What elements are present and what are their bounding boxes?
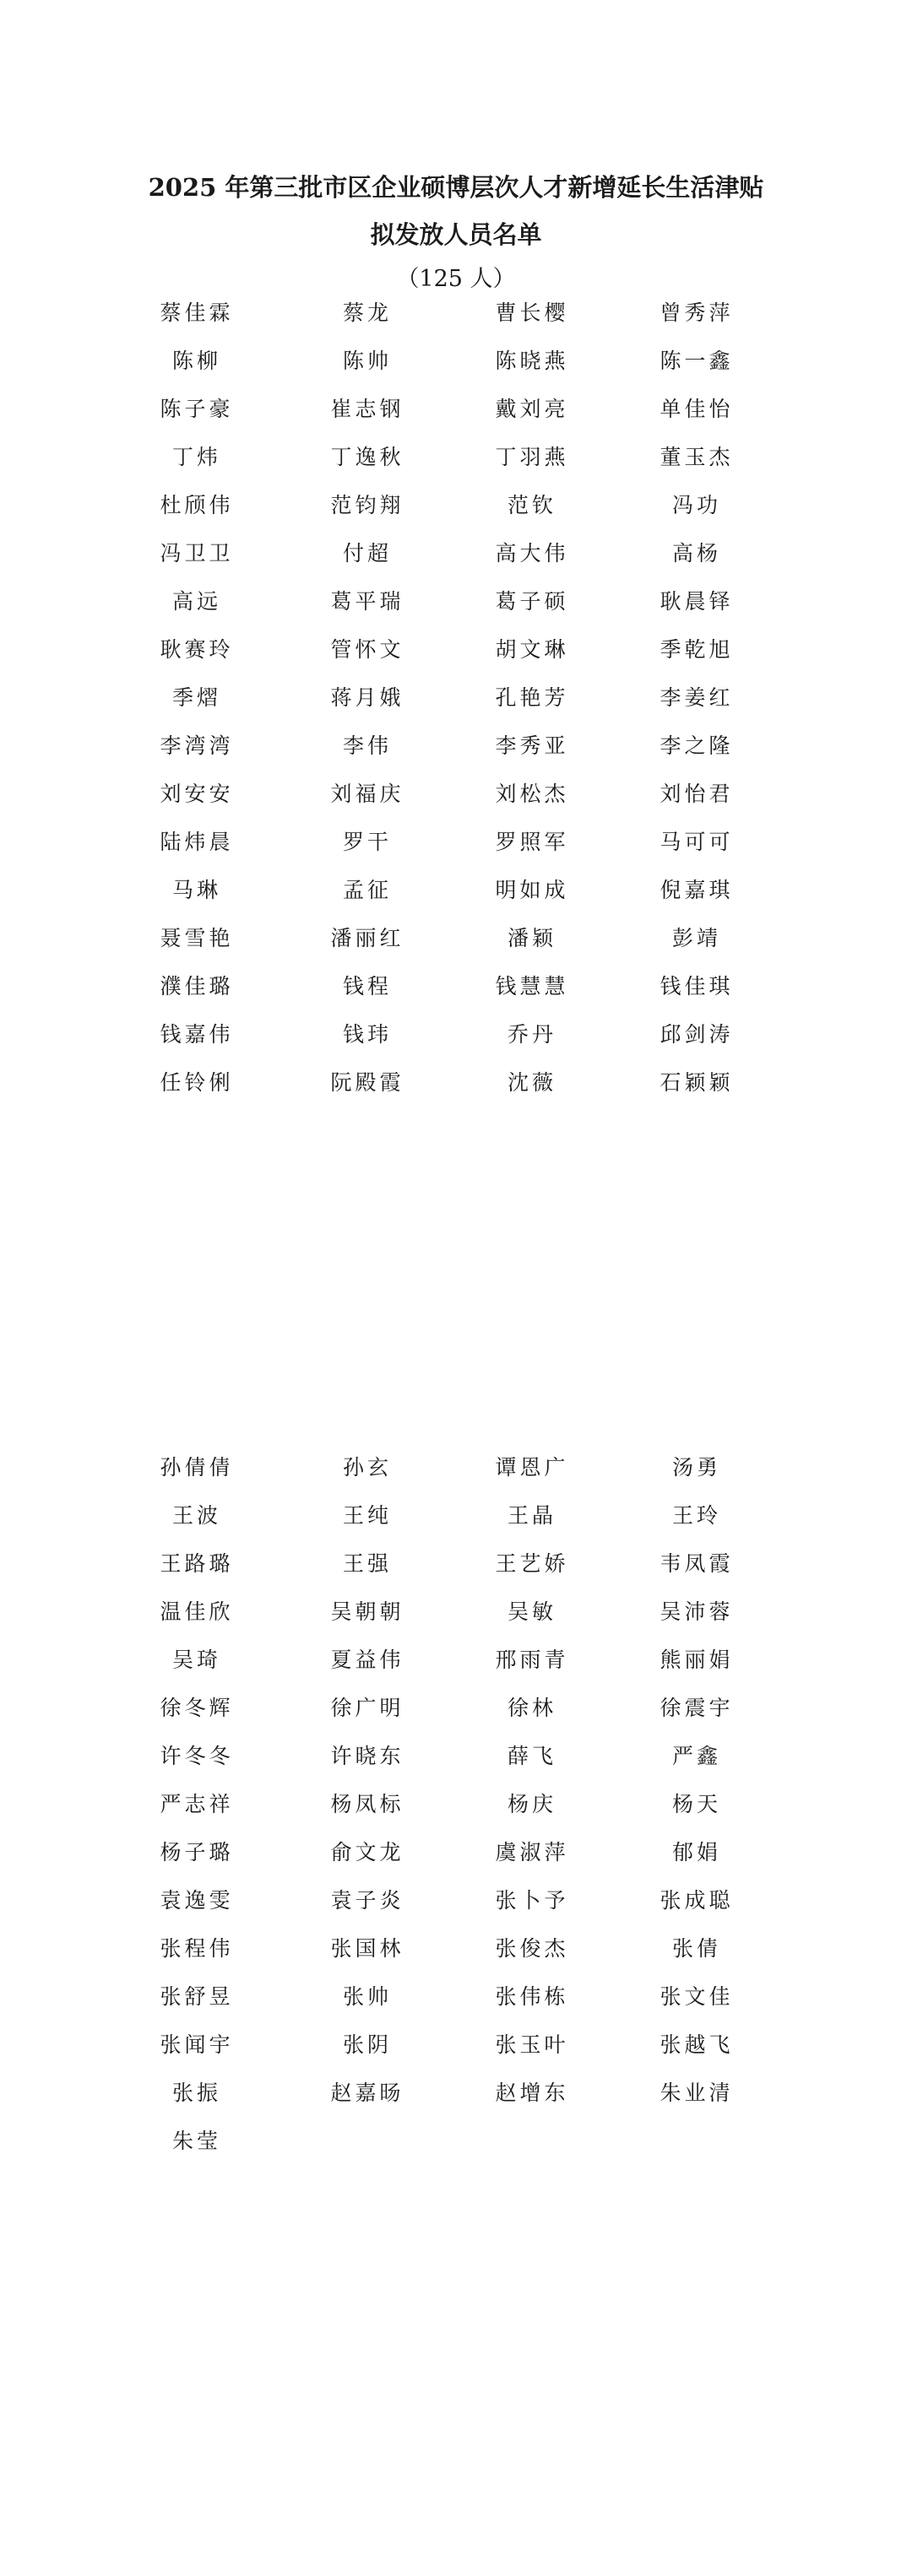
name-row <box>0 1646 912 1694</box>
name-row <box>0 347 912 395</box>
name-row <box>0 636 912 684</box>
person-name: 徐林 <box>507 1696 556 1720</box>
person-name: 张倩 <box>671 1936 721 1961</box>
name-list-section-2 <box>0 1453 912 2175</box>
person-name: 陈子豪 <box>160 397 234 421</box>
person-name: 范钧翔 <box>330 493 404 517</box>
person-name: 蔡佳霖 <box>160 300 234 325</box>
person-name: 罗干 <box>342 830 392 854</box>
person-name: 丁炜 <box>171 445 221 469</box>
person-name: 杨凤标 <box>330 1792 404 1816</box>
person-name: 沈薇 <box>507 1070 556 1095</box>
person-name: 朱业清 <box>660 2081 734 2105</box>
person-name: 耿赛玲 <box>160 637 234 662</box>
person-name: 张越飞 <box>660 2032 734 2057</box>
person-name: 彭靖 <box>671 926 721 950</box>
name-row <box>0 1453 912 1502</box>
person-name: 张国林 <box>330 1936 404 1961</box>
person-name: 王晶 <box>507 1503 556 1528</box>
person-name: 温佳欣 <box>160 1599 234 1624</box>
person-name: 高杨 <box>671 541 721 566</box>
document-subtitle: 拟发放人员名单 <box>370 220 542 249</box>
person-name: 韦凤霞 <box>660 1551 734 1576</box>
person-name: 刘松杰 <box>495 782 569 806</box>
person-name: 丁羽燕 <box>495 445 569 469</box>
person-name: 吴沛蓉 <box>660 1599 734 1624</box>
person-name: 吴琦 <box>171 1648 221 1672</box>
person-name: 李伟 <box>342 733 392 758</box>
person-name: 薛飞 <box>507 1744 556 1768</box>
person-name: 钱慧慧 <box>495 974 569 998</box>
person-name: 严鑫 <box>671 1744 721 1768</box>
person-name: 杨庆 <box>507 1792 556 1816</box>
person-name: 孟征 <box>342 878 392 902</box>
name-row <box>0 1020 912 1069</box>
person-name: 陆炜晨 <box>160 830 234 854</box>
person-name: 明如成 <box>495 878 569 902</box>
name-row <box>0 780 912 828</box>
person-name: 孔艳芳 <box>495 685 569 710</box>
person-name: 朱莹 <box>171 2129 221 2153</box>
person-name: 孙倩倩 <box>160 1455 234 1480</box>
person-name: 邱剑涛 <box>660 1022 734 1047</box>
person-name: 陈柳 <box>171 349 221 373</box>
person-name: 张舒昱 <box>160 1984 234 2009</box>
person-name: 徐震宇 <box>660 1696 734 1720</box>
person-name: 汤勇 <box>671 1455 721 1480</box>
name-row <box>0 2127 912 2175</box>
person-name: 高大伟 <box>495 541 569 566</box>
name-row <box>0 1742 912 1790</box>
person-name: 谭恩广 <box>495 1455 569 1480</box>
person-name: 袁子炎 <box>330 1888 404 1913</box>
people-count: （125 人） <box>396 266 516 292</box>
name-row <box>0 828 912 876</box>
person-name: 阮殿霞 <box>330 1070 404 1095</box>
person-name: 夏益伟 <box>330 1648 404 1672</box>
person-name: 陈晓燕 <box>495 349 569 373</box>
person-name: 郁娟 <box>671 1840 721 1864</box>
name-row <box>0 924 912 972</box>
name-row <box>0 395 912 443</box>
person-name: 高远 <box>171 589 221 614</box>
person-name: 耿晨铎 <box>660 589 734 614</box>
person-name: 孙玄 <box>342 1455 392 1480</box>
person-name: 陈帅 <box>342 349 392 373</box>
person-name: 张成聪 <box>660 1888 734 1913</box>
person-name: 杨子璐 <box>160 1840 234 1864</box>
person-name: 范钦 <box>507 493 556 517</box>
name-row <box>0 299 912 347</box>
person-name: 徐冬辉 <box>160 1696 234 1720</box>
person-name: 许冬冬 <box>160 1744 234 1768</box>
person-name: 俞文龙 <box>330 1840 404 1864</box>
name-row <box>0 2079 912 2127</box>
name-row <box>0 491 912 539</box>
person-name: 王纯 <box>342 1503 392 1528</box>
person-name: 戴刘亮 <box>495 397 569 421</box>
person-name: 陈一鑫 <box>660 349 734 373</box>
person-name: 钱嘉伟 <box>160 1022 234 1047</box>
name-row <box>0 876 912 924</box>
person-name: 石颖颖 <box>660 1070 734 1095</box>
person-name: 丁逸秋 <box>330 445 404 469</box>
person-name: 蔡龙 <box>342 300 392 325</box>
person-name: 董玉杰 <box>660 445 734 469</box>
name-row <box>0 1598 912 1646</box>
name-row <box>0 1983 912 2031</box>
person-name: 徐广明 <box>330 1696 404 1720</box>
person-name: 季熠 <box>171 685 221 710</box>
person-name: 刘福庆 <box>330 782 404 806</box>
person-name: 邢雨青 <box>495 1648 569 1672</box>
person-name: 严志祥 <box>160 1792 234 1816</box>
person-name: 王波 <box>171 1503 221 1528</box>
person-name: 蒋月娥 <box>330 685 404 710</box>
person-name: 季乾旭 <box>660 637 734 662</box>
name-row <box>0 732 912 780</box>
person-name: 马可可 <box>660 830 734 854</box>
person-name: 赵嘉旸 <box>330 2081 404 2105</box>
person-name: 张卜予 <box>495 1888 569 1913</box>
person-name: 聂雪艳 <box>160 926 234 950</box>
person-name: 张振 <box>171 2081 221 2105</box>
person-name: 杨天 <box>671 1792 721 1816</box>
name-row <box>0 684 912 732</box>
person-name: 王艺娇 <box>495 1551 569 1576</box>
name-row <box>0 1886 912 1935</box>
person-name: 张帅 <box>342 1984 392 2009</box>
person-name: 任铃俐 <box>160 1070 234 1095</box>
name-row <box>0 587 912 636</box>
person-name: 赵增东 <box>495 2081 569 2105</box>
person-name: 李之隆 <box>660 733 734 758</box>
person-name: 张文佳 <box>660 1984 734 2009</box>
person-name: 管怀文 <box>330 637 404 662</box>
name-grid <box>0 1453 912 2175</box>
name-row <box>0 1550 912 1598</box>
name-row <box>0 1694 912 1742</box>
person-name: 葛子硕 <box>495 589 569 614</box>
person-name: 潘颖 <box>507 926 556 950</box>
name-row <box>0 539 912 587</box>
person-name: 虞淑萍 <box>495 1840 569 1864</box>
person-name: 钱程 <box>342 974 392 998</box>
name-row <box>0 2031 912 2079</box>
name-row <box>0 1790 912 1838</box>
name-list-section-1 <box>0 299 912 1117</box>
person-name: 胡文琳 <box>495 637 569 662</box>
person-name: 张伟栋 <box>495 1984 569 2009</box>
person-name: 葛平瑞 <box>330 589 404 614</box>
person-name: 刘安安 <box>160 782 234 806</box>
person-name: 钱佳琪 <box>660 974 734 998</box>
name-row <box>0 443 912 491</box>
person-name: 潘丽红 <box>330 926 404 950</box>
person-name: 李秀亚 <box>495 733 569 758</box>
person-name: 杜颀伟 <box>160 493 234 517</box>
person-name: 冯功 <box>671 493 721 517</box>
person-name: 崔志钢 <box>330 397 404 421</box>
person-name: 熊丽娟 <box>660 1648 734 1672</box>
person-name: 冯卫卫 <box>160 541 234 566</box>
person-name: 付超 <box>342 541 392 566</box>
name-row <box>0 972 912 1020</box>
person-name: 许晓东 <box>330 1744 404 1768</box>
person-name: 倪嘉琪 <box>660 878 734 902</box>
person-name: 王路璐 <box>160 1551 234 1576</box>
person-name: 曹长樱 <box>495 300 569 325</box>
person-name: 乔丹 <box>507 1022 556 1047</box>
person-name: 王强 <box>342 1551 392 1576</box>
person-name: 王玲 <box>671 1503 721 1528</box>
person-name: 张俊杰 <box>495 1936 569 1961</box>
name-row <box>0 1935 912 1983</box>
name-row <box>0 1069 912 1117</box>
person-name: 张玉叶 <box>495 2032 569 2057</box>
person-name: 曾秀萍 <box>660 300 734 325</box>
person-name: 濮佳璐 <box>160 974 234 998</box>
person-name: 马琳 <box>171 878 221 902</box>
person-name: 刘怡君 <box>660 782 734 806</box>
person-name: 张闻宇 <box>160 2032 234 2057</box>
person-name: 袁逸雯 <box>160 1888 234 1913</box>
person-name: 张阴 <box>342 2032 392 2057</box>
person-name: 张程伟 <box>160 1936 234 1961</box>
person-name: 吴朝朝 <box>330 1599 404 1624</box>
person-name: 李湾湾 <box>160 733 234 758</box>
person-name: 李姜红 <box>660 685 734 710</box>
name-row <box>0 1502 912 1550</box>
person-name: 吴敏 <box>507 1599 556 1624</box>
name-grid <box>0 299 912 1117</box>
person-name: 罗照军 <box>495 830 569 854</box>
person-name: 钱玮 <box>342 1022 392 1047</box>
document-title: 2025 年第三批市区企业硕博层次人才新增延长生活津贴 <box>148 173 764 202</box>
person-name: 单佳怡 <box>660 397 734 421</box>
name-row <box>0 1838 912 1886</box>
